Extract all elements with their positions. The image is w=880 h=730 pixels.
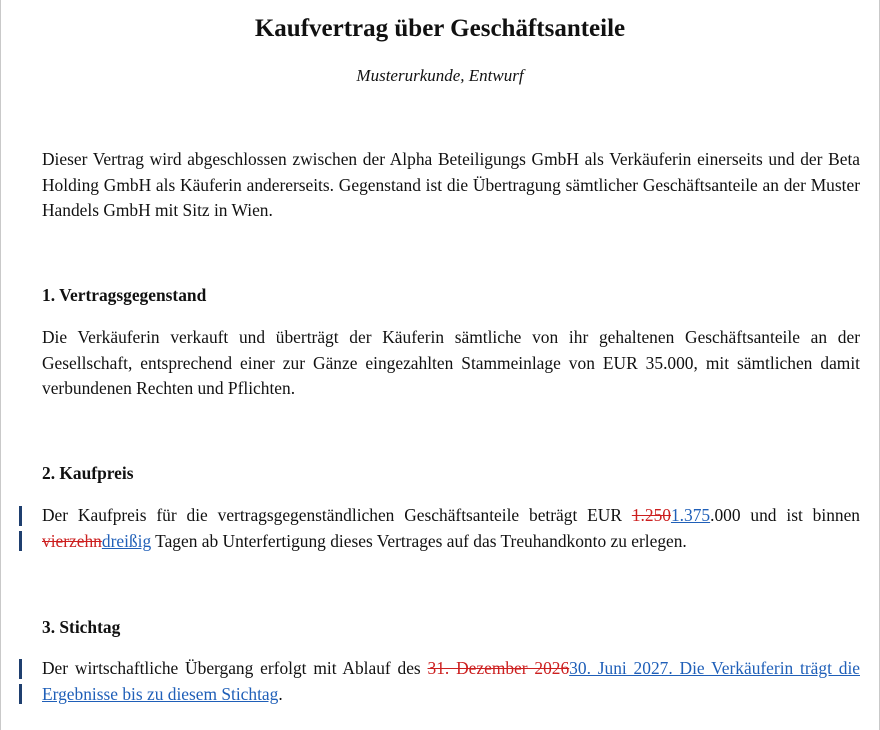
change-bar (19, 506, 22, 526)
text-run: Der Kaufpreis für die vertragsgegenständlichen Geschäftsanteile beträgt EUR (42, 505, 632, 525)
deleted-text: 31. Dezember 2026 (427, 658, 570, 678)
section-text-3 (42, 656, 860, 707)
section-heading-2: 2. Kaufpreis (42, 463, 134, 483)
section-text-1: Die Verkäuferin verkauft und überträgt der Käuferin sämtliche von ihr gehaltenen Geschäftsanteile an der Gesellschaft, entsprechend einer zur Gänze eingezahlten Stammeinlage von EUR 35.000, mit sämtlichen damit verbundenen Rechten und Pflichten. (42, 327, 860, 398)
document-subtitle: Musterurkunde, Entwurf (356, 66, 524, 85)
change-bar (19, 659, 22, 679)
section-heading-1: 1. Vertragsgegenstand (42, 285, 207, 305)
document-title: Kaufvertrag über Geschäftsanteile (254, 15, 626, 42)
inserted-text: dreißig (101, 530, 152, 551)
intro-paragraph: Dieser Vertrag wird abgeschlossen zwischen der Alpha Beteiligungs GmbH als Verkäuferin einerseits und der Beta Holding GmbH als Käuferin andererseits. Gegenstand ist die Übertragung sämtlicher Geschäftsanteile an der Muster Handels GmbH mit Sitz in Wien. (42, 149, 860, 220)
deleted-text: 1.250 (631, 505, 671, 525)
page-border-left (0, 0, 1, 730)
deleted-text: vierzehn (42, 530, 102, 551)
inserted-text: 1.375 (670, 505, 711, 525)
section-text-2 (42, 503, 860, 554)
text-run: Tagen ab Unterfertigung dieses Vertrages auf das Treuhandkonto zu erlegen. (151, 530, 687, 551)
section-heading-3: 3. Stichtag (42, 617, 121, 637)
text-run: Der wirtschaftliche Übergang erfolgt mit Ablauf des (42, 658, 428, 678)
text-run: .000 und ist binnen (710, 505, 860, 525)
text-run: . (278, 683, 283, 704)
inserted-text: 30. Juni 2027. Die Verkäuferin trägt die Ergebnisse bis zu diesem Stichtag (42, 658, 860, 704)
change-bar (19, 531, 22, 551)
change-bar (19, 684, 22, 704)
